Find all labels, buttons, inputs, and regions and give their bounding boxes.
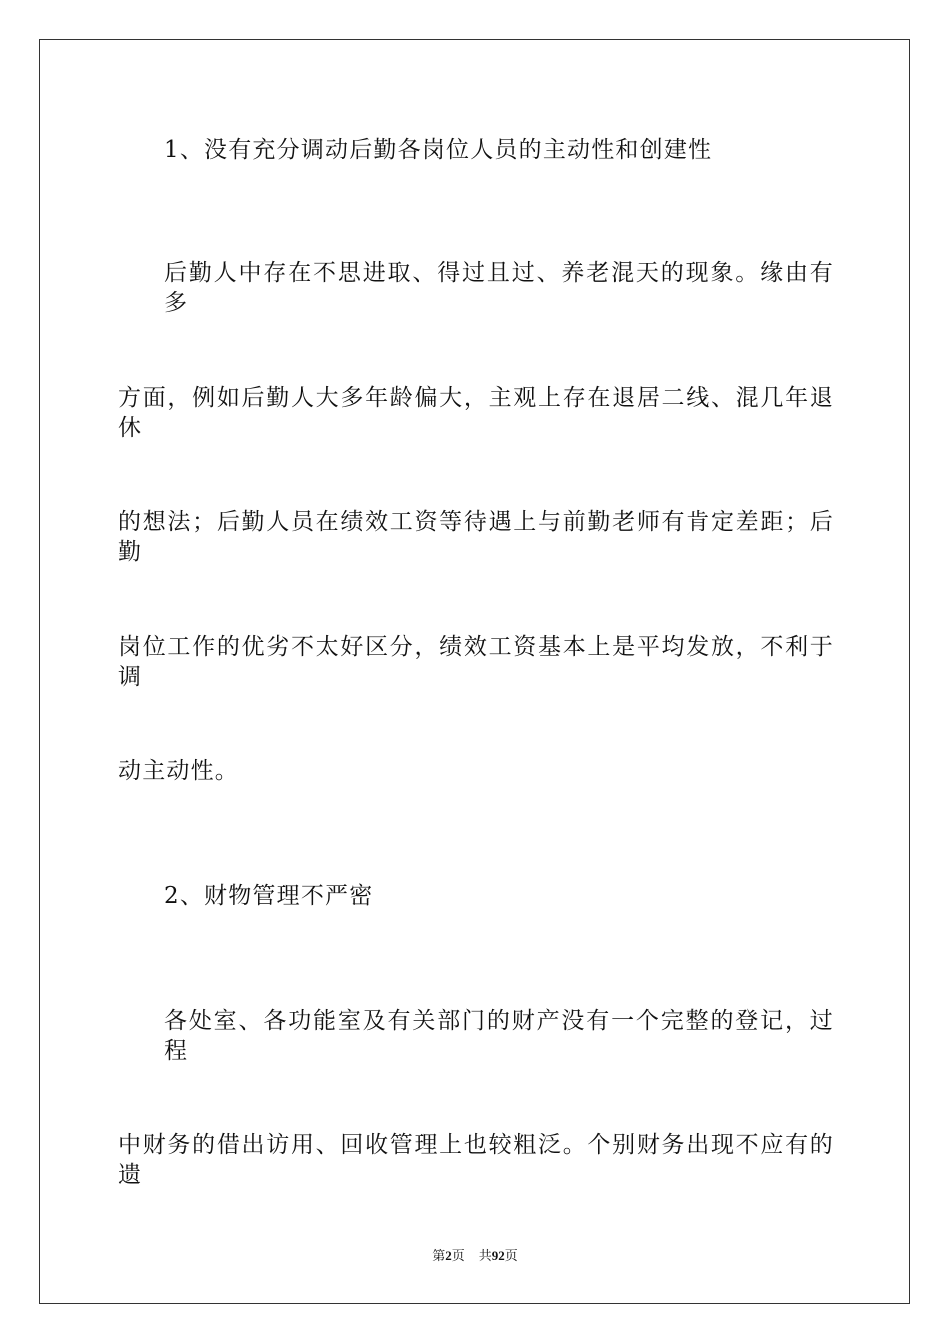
footer-total-prefix: 共: [478, 1248, 492, 1263]
footer-total-suffix: 页: [504, 1248, 518, 1263]
paragraph-line: 各处室、各功能室及有关部门的财产没有一个完整的登记，过程: [164, 1008, 834, 1064]
heading-2: 2、财物管理不严密: [164, 883, 374, 909]
total-page-count: 92: [491, 1248, 505, 1263]
paragraph-line: 中财务的借出访用、回收管理上也较粗泛。个别财务出现不应有的遗: [118, 1132, 834, 1188]
footer-page-suffix: 页: [451, 1248, 465, 1263]
heading-1: 1、没有充分调动后勤各岗位人员的主动性和创建性: [164, 137, 713, 163]
page-footer: [0, 1247, 950, 1265]
current-page-number: 2: [445, 1248, 452, 1263]
paragraph-line: 岗位工作的优劣不太好区分，绩效工资基本上是平均发放，不利于调: [118, 634, 834, 690]
paragraph-line: 的想法；后勤人员在绩效工资等待遇上与前勤老师有肯定差距；后勤: [118, 509, 834, 565]
paragraph-line: 后勤人中存在不思进取、得过且过、养老混天的现象。缘由有多: [164, 260, 834, 316]
footer-prefix: 第: [432, 1248, 446, 1263]
paragraph-line: 方面，例如后勤人大多年龄偏大，主观上存在退居二线、混几年退休: [118, 385, 834, 441]
paragraph-line: 动主动性。: [118, 758, 239, 784]
page-border: [39, 39, 910, 1304]
